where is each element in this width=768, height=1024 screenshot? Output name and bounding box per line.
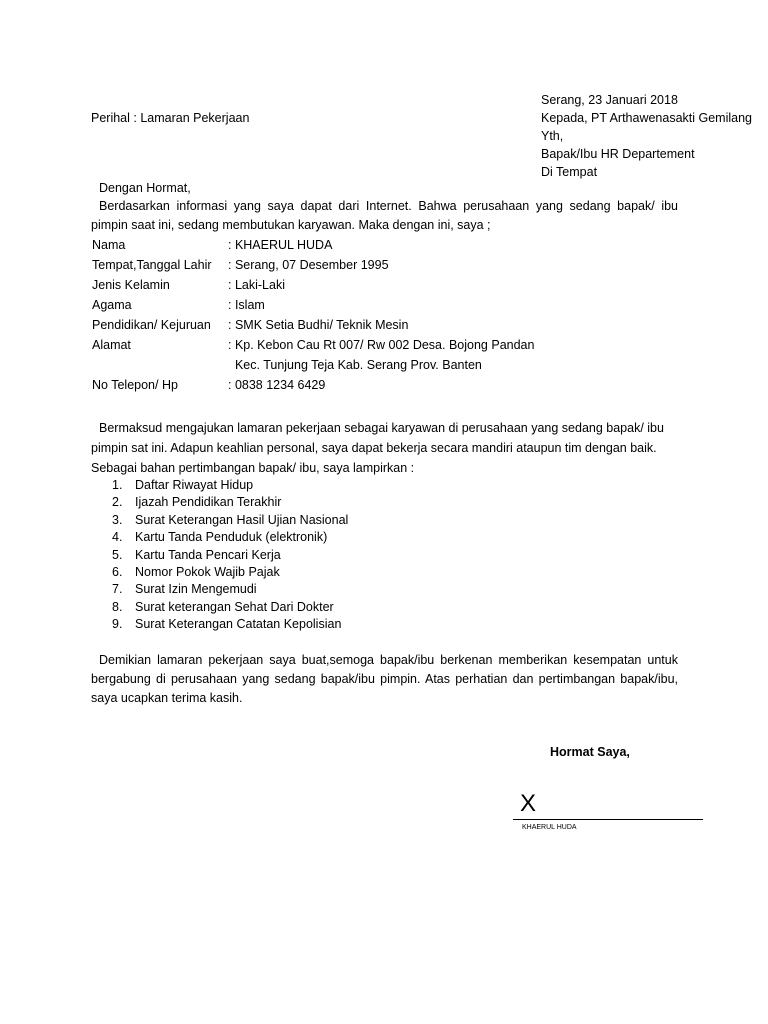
recipient-company: Kepada, PT Arthawenasakti Gemilang xyxy=(541,111,753,125)
list-item-number: 3. xyxy=(112,512,123,527)
list-item-number: 6. xyxy=(112,564,123,579)
list-item xyxy=(112,599,348,616)
biodata-value: : Islam xyxy=(228,298,265,312)
list-item-number: 4. xyxy=(112,530,123,545)
conclusion-line-3: saya ucapkan terima kasih. xyxy=(91,691,243,705)
biodata-label: Jenis Kelamin xyxy=(92,278,170,292)
biodata-row xyxy=(88,277,536,297)
signatory-name: KHAERUL HUDA xyxy=(522,824,577,831)
biodata-label: Pendidikan/ Kejuruan xyxy=(92,318,211,332)
list-item-number: 2. xyxy=(112,495,123,510)
list-item-text: Nomor Pokok Wajib Pajak xyxy=(135,564,280,579)
list-item xyxy=(112,494,348,511)
closing-salutation: Hormat Saya, xyxy=(550,745,630,759)
intro-line-1: Berdasarkan informasi yang saya dapat dari Internet. Bahwa perusahaan yang sedang bapak/ ibu xyxy=(99,199,678,213)
biodata-row xyxy=(88,297,536,317)
subject-line: Perihal : Lamaran Pekerjaan xyxy=(91,111,250,125)
biodata-label: No Telepon/ Hp xyxy=(92,378,178,392)
purpose-paragraph xyxy=(91,418,678,478)
list-item xyxy=(112,477,348,494)
recipient-place: Di Tempat xyxy=(541,165,598,179)
biodata-value: : 0838 1234 6429 xyxy=(228,378,326,392)
biodata-value: : Serang, 07 Desember 1995 xyxy=(228,258,389,272)
conclusion-paragraph xyxy=(91,651,678,708)
biodata-label xyxy=(88,357,224,377)
list-item-number: 1. xyxy=(112,478,123,492)
biodata-value: : SMK Setia Budhi/ Teknik Mesin xyxy=(228,318,409,332)
purpose-line-2: pimpin sat ini. Adapun keahlian personal, saya dapat bekerja secara mandiri ataupun tim dengan baik. xyxy=(91,441,657,455)
list-item xyxy=(112,581,348,598)
list-item-number: 9. xyxy=(112,617,123,632)
list-item-number: 7. xyxy=(112,582,123,597)
place-date: Serang, 23 Januari 2018 xyxy=(541,93,678,107)
list-item xyxy=(112,616,348,633)
biodata-label: Nama xyxy=(92,238,126,252)
list-item-text: Kartu Tanda Pencari Kerja xyxy=(135,547,281,562)
intro-line-2: pimpin saat ini, sedang membutukan karyawan. Maka dengan ini, saya ; xyxy=(91,218,491,232)
list-item xyxy=(112,529,348,546)
biodata-row xyxy=(88,377,536,397)
recipient-block xyxy=(541,92,752,182)
biodata-label: Alamat xyxy=(92,338,131,352)
list-item-text: Surat keterangan Sehat Dari Dokter xyxy=(135,599,334,614)
biodata-row xyxy=(88,317,536,337)
biodata-row xyxy=(88,257,536,277)
purpose-line-1: Bermaksud mengajukan lamaran pekerjaan sebagai karyawan di perusahaan yang sedang bapak/ ibu xyxy=(99,421,664,435)
biodata-label: Tempat,Tanggal Lahir xyxy=(92,258,212,272)
biodata-row xyxy=(88,337,536,357)
list-item-number: 5. xyxy=(112,547,123,562)
biodata-row xyxy=(88,357,536,377)
list-item-text: Surat Keterangan Hasil Ujian Nasional xyxy=(135,512,349,527)
list-item xyxy=(112,512,348,529)
list-item-text: Kartu Tanda Penduduk (elektronik) xyxy=(135,530,328,545)
purpose-line-3: Sebagai bahan pertimbangan bapak/ ibu, saya lampirkan : xyxy=(91,461,415,475)
list-item-text: Daftar Riwayat Hidup xyxy=(135,478,254,492)
biodata-value: Kec. Tunjung Teja Kab. Serang Prov. Banten xyxy=(228,358,482,372)
biodata-value: : KHAERUL HUDA xyxy=(228,238,333,252)
conclusion-line-2: bergabung di perusahaan yang sedang bapak/ibu pimpin. Atas perhatian dan pertimbangan bapak/ibu, xyxy=(91,672,678,686)
list-item xyxy=(112,547,348,564)
signature-mark: X xyxy=(520,790,537,817)
biodata-table xyxy=(88,237,536,397)
attachment-list xyxy=(112,477,348,634)
list-item-text: Surat Keterangan Catatan Kepolisian xyxy=(135,617,342,632)
intro-paragraph xyxy=(91,197,678,235)
signature-line xyxy=(513,819,703,820)
list-item-text: Surat Izin Mengemudi xyxy=(135,582,257,597)
recipient-salutation: Yth, xyxy=(541,129,564,143)
recipient-department: Bapak/Ibu HR Departement xyxy=(541,147,695,161)
biodata-value: : Kp. Kebon Cau Rt 007/ Rw 002 Desa. Bojong Pandan xyxy=(228,338,535,352)
list-item-number: 8. xyxy=(112,599,123,614)
list-item xyxy=(112,564,348,581)
biodata-row xyxy=(88,237,536,257)
biodata-label: Agama xyxy=(92,298,132,312)
list-item-text: Ijazah Pendidikan Terakhir xyxy=(135,495,282,510)
conclusion-line-1: Demikian lamaran pekerjaan saya buat,semoga bapak/ibu berkenan memberikan kesempatan untuk xyxy=(99,653,678,667)
biodata-value: : Laki-Laki xyxy=(228,278,285,292)
greeting: Dengan Hormat, xyxy=(99,181,191,195)
